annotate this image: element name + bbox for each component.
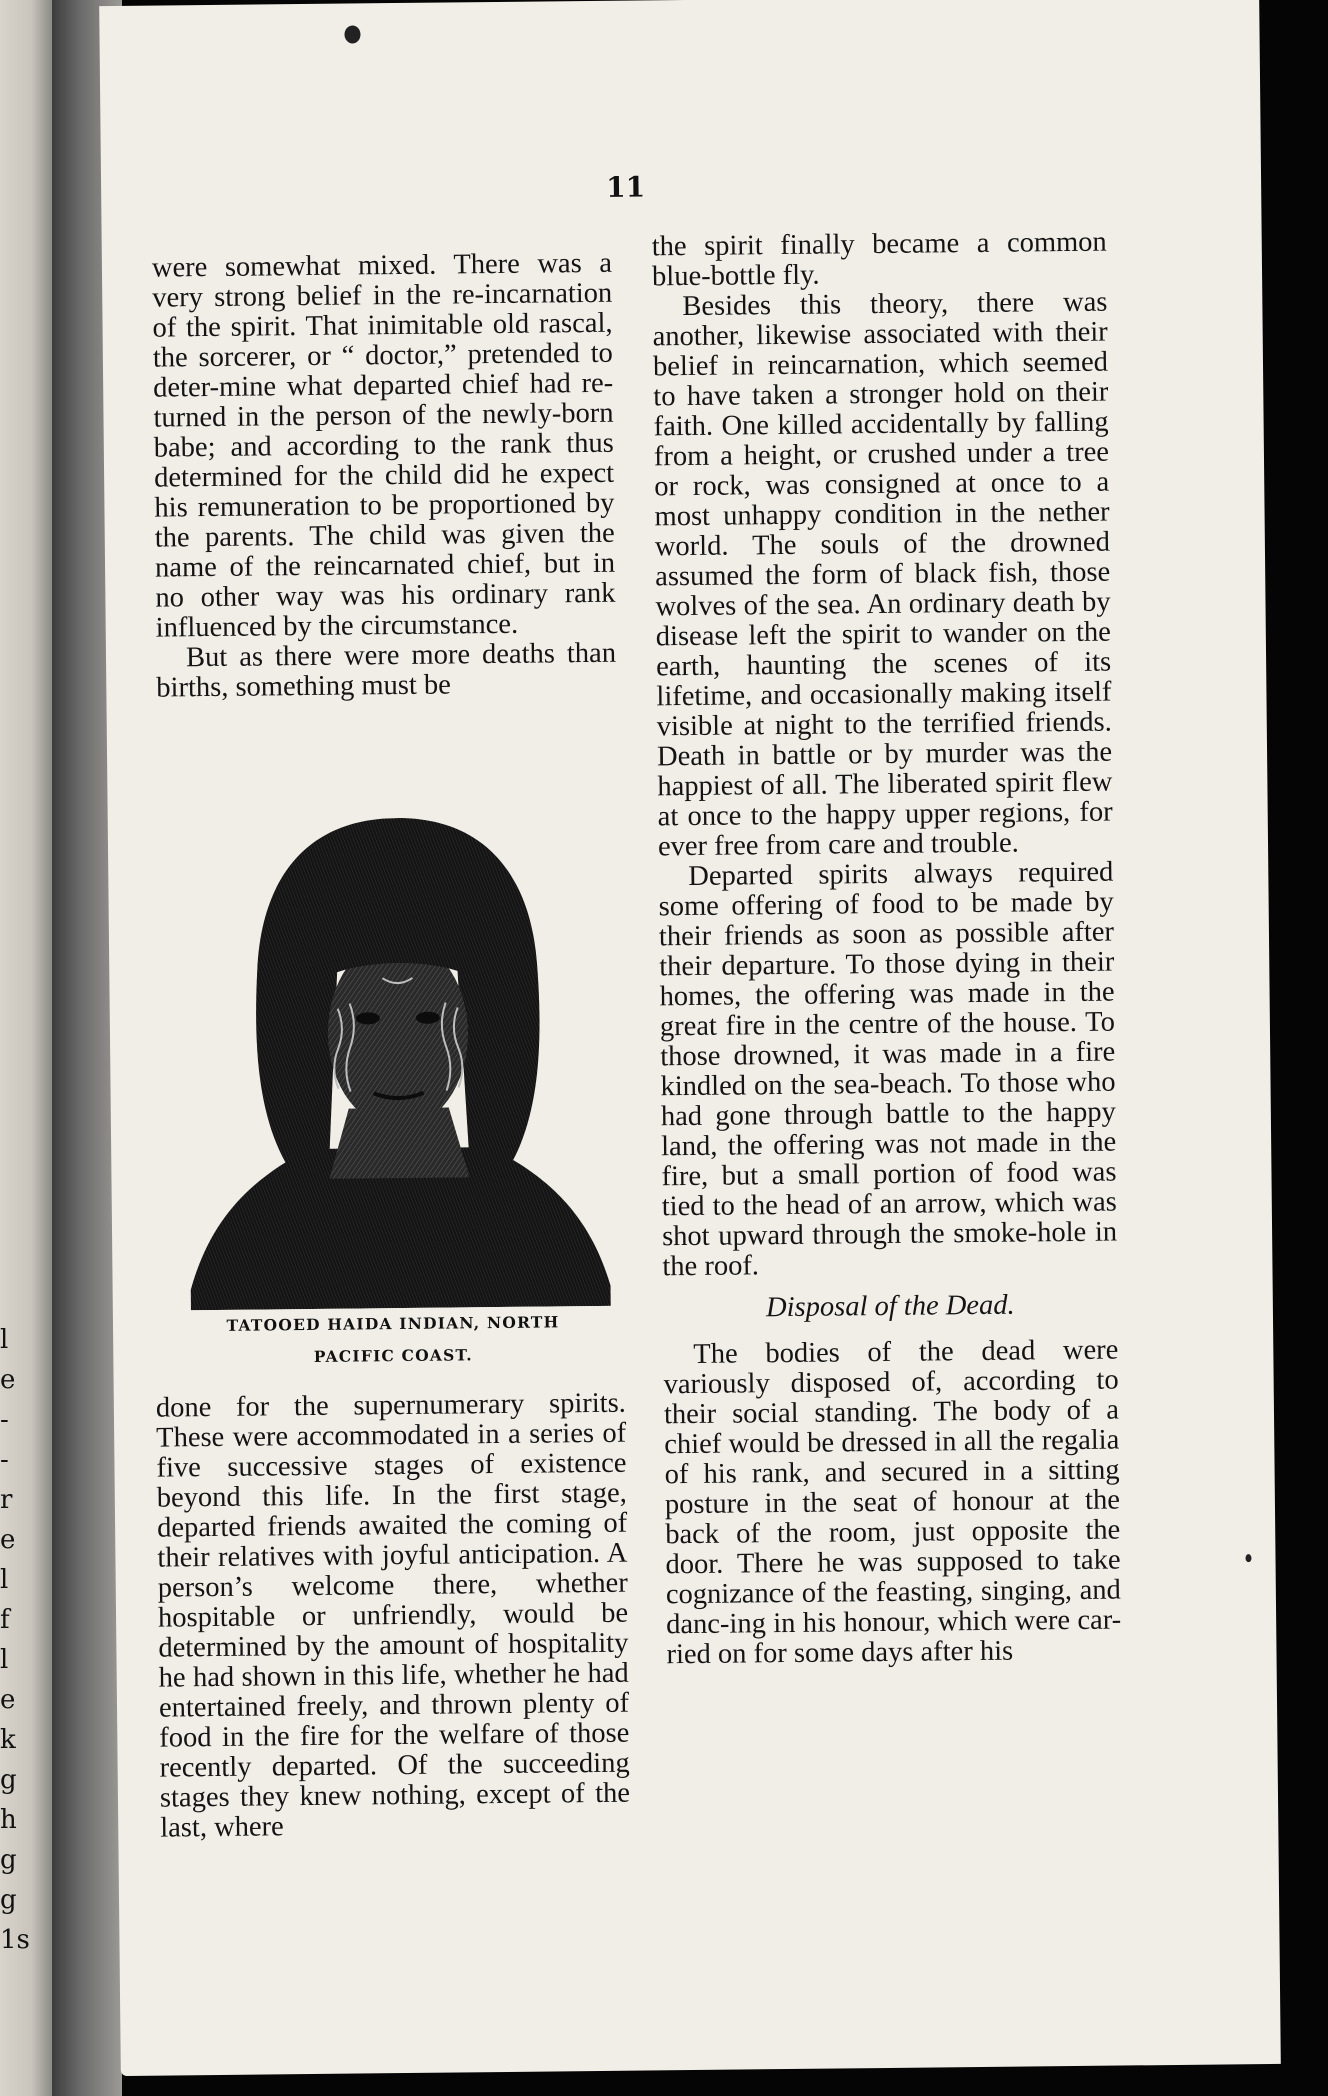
right-column-text <box>652 228 1122 1671</box>
figure-caption <box>183 1306 604 1374</box>
facing-page-letter: g <box>0 1765 17 1795</box>
paragraph: were somewhat mixed. There was a very strong belief in the re-incarnation of the spirit. That inimitable old rascal, the sorcerer, or “ doctor,” pretended to deter-mine what departed chief had re-turned in the person of the newly-born babe; and according to the rank thus determined for the child did he expect his remuneration to be proportioned by the parents. The child was given the name of the reincarnated chief, but in no other way was his ordinary rank influenced by the circumstance. <box>151 247 616 644</box>
left-column-top-text <box>152 249 617 704</box>
paragraph: Departed spirits always required some offering of food to be made by their friends as soon as possible after their departure. To those dying in their homes, the offering was made in the great fire in the centre of the house. To those drowned, it was made in a fire kindled on the sea-beach. To those who had gone through battle to the happy land, the offering was not made in the fire, but a small portion of food was tied to the head of an arrow, which was shot upward through the smoke-hole in the roof. <box>658 856 1118 1283</box>
paragraph: the spirit finally became a common blue-bottle fly. <box>651 226 1107 293</box>
caption-line: PACIFIC COAST. <box>313 1345 473 1366</box>
facing-page-letter: e <box>0 1365 16 1395</box>
facing-page-letter: h <box>0 1805 17 1835</box>
paragraph: done for the supernumerary spirits. These were accommodated in a series of five successive stages of existence beyond this life. In the first stage, departed friends awaited the coming of their relatives with joyful anticipation. A person’s welcome there, whether hospitable or unfriendly, would be determined by the amount of hospitality he had shown in this life, whether he had entertained freely, and thrown plenty of food in the fire for the welfare of those recently departed. Of the succeeding stages they knew nothing, except of the last, where <box>155 1387 631 1844</box>
paragraph: The bodies of the dead were variously disposed of, according to their social standing. The body of a chief would be dressed in all the regalia of his rank, and secured in a sitting posture in the seat of honour at the back of the room, just opposite the door. There he was supposed to take cognizance of the feasting, singing, and danc-ing in his honour, which were car-ried on for some days after his <box>663 1334 1122 1671</box>
facing-page-letter: e <box>0 1525 16 1555</box>
facing-page-letters <box>0 1320 30 1960</box>
facing-page-letter: l <box>0 1645 9 1675</box>
facing-page-letter: g <box>0 1845 17 1875</box>
facing-page-letter: l <box>0 1325 9 1355</box>
left-column-bottom-text <box>156 1389 631 1844</box>
facing-page-letter: l <box>0 1565 9 1595</box>
section-heading: Disposal of the Dead. <box>765 1289 1015 1324</box>
facing-page-letter: k <box>0 1725 16 1755</box>
facing-page-letter: r <box>0 1485 13 1515</box>
paragraph: But as there were more deaths than births, something must be <box>156 637 617 704</box>
ink-speck <box>344 25 360 43</box>
page-number: 11 <box>605 170 646 204</box>
portrait-illustration <box>186 816 611 1310</box>
caption-line: TATOOED HAIDA INDIAN, NORTH <box>226 1312 560 1335</box>
book-page <box>99 0 1281 2076</box>
facing-page-letter: - <box>0 1445 9 1475</box>
facing-page-letter: - <box>0 1405 9 1435</box>
facing-page-letter: 1s <box>0 1925 30 1955</box>
facing-page-letter: f <box>0 1605 10 1635</box>
facing-page-letter: g <box>0 1885 17 1915</box>
facing-page-letter: e <box>0 1685 16 1715</box>
ink-speck <box>1245 1554 1251 1562</box>
facing-page-edge <box>0 0 52 2096</box>
paragraph: Besides this theory, there was another, likewise associated with their belief in reincarnation, which seemed to have taken a stronger hold on their faith. One killed accidentally by falling from a height, or crushed under a tree or rock, was consigned at once to a most unhappy condition in the nether world. The souls of the drowned assumed the form of black fish, those wolves of the sea. An ordinary death by disease left the spirit to wander on the earth, haunting the scenes of its lifetime, and occasionally making itself visible at night to the terrified friends. Death in battle or by murder was the happiest of all. The liberated spirit flew at once to the happy upper regions, for ever free from care and trouble. <box>652 286 1113 863</box>
